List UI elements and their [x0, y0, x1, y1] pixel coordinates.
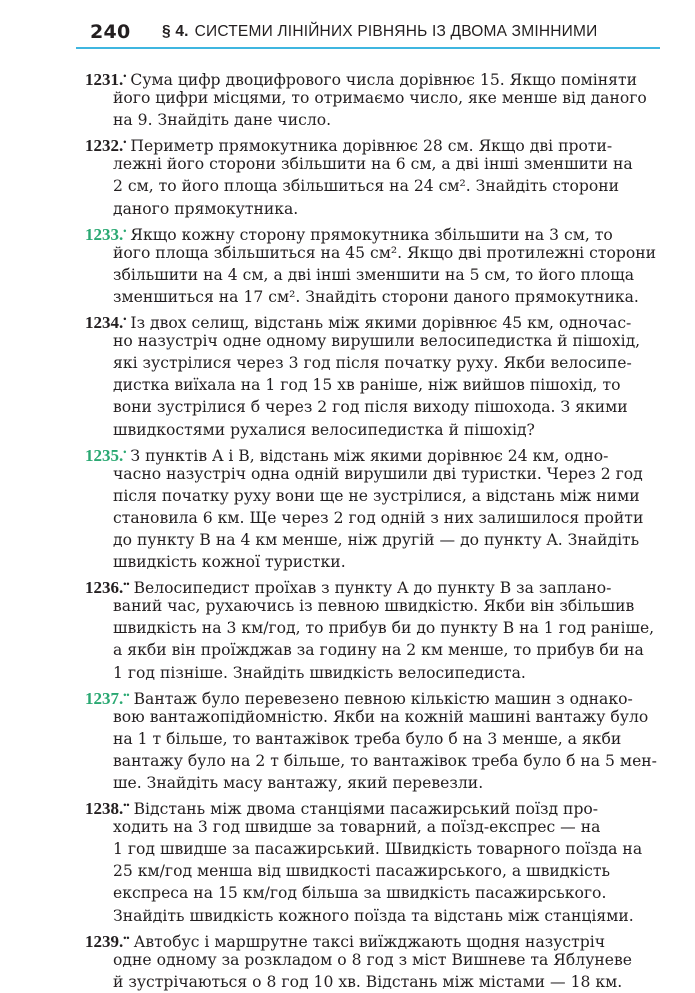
problem-line — [85, 617, 657, 639]
problem-number-text: 1234. — [85, 313, 124, 333]
problem-line — [85, 352, 657, 374]
problem-line — [85, 529, 657, 551]
problem-first-line — [85, 794, 657, 819]
problem-line — [85, 153, 657, 175]
problem-text: й зустрічаються о 8 год 10 хв. Відстань між містами — 18 км. — [113, 972, 623, 991]
problem-first-line — [85, 573, 657, 598]
difficulty-marker: •• — [123, 932, 130, 943]
problem-line — [85, 860, 657, 882]
problem-text: зменшиться на 17 см². Знайдіть сторони даного прямокутника. — [113, 287, 639, 306]
problem-list — [85, 65, 657, 993]
problem-line — [85, 728, 657, 750]
problem-text: його цифри місцями, то отримаємо число, яке менше від даного — [113, 89, 647, 108]
problem-number-text: 1233. — [85, 224, 124, 244]
problem-text: вою вантажопідйомністю. Якби на кожній машині вантажу було — [113, 707, 649, 726]
problem-text: дистка виїхала на 1 год 15 хв раніше, ніж вийшов пішохід, то — [113, 376, 621, 395]
problem-number-text: 1236. — [85, 578, 124, 598]
difficulty-marker: •• — [123, 579, 130, 590]
problem-text: Велосипедист проїхав з пункту A до пункту B за заплано- — [133, 579, 612, 598]
problem-line — [85, 396, 657, 418]
problem-text: швидкість кожної туристки. — [113, 553, 346, 572]
problem-line — [85, 507, 657, 529]
problem-line — [85, 706, 657, 728]
problem-text: ше. Знайдіть масу вантажу, який перевезли. — [113, 774, 484, 792]
problem-number-text: 1231. — [85, 70, 124, 89]
problem-text: З пунктів A і B, відстань між якими дорівнює 24 км, одно- — [130, 446, 609, 465]
problem-text: швидкостями рухалися велосипедистка й пішохід? — [113, 420, 535, 439]
problem-text: до пункту B на 4 км менше, ніж другій — до пункту A. Знайдіть — [113, 530, 640, 549]
problem-text: Вантаж було перевезено певною кількістю машин з однако- — [133, 689, 633, 708]
problem-text: 1 год швидше за пасажирський. Швидкість товарного поїзда на — [113, 840, 643, 859]
problem-line — [85, 750, 657, 772]
problem-first-line — [85, 927, 657, 949]
section-number: § 4. — [162, 23, 189, 40]
problem-text: Автобус і маршрутне таксі виїжджають щодня назустріч — [133, 932, 606, 951]
problem-number — [85, 689, 130, 708]
problem-line — [85, 330, 657, 352]
problem-text: 25 км/год менша від швидкості пасажирського, а швидкість — [113, 862, 610, 881]
difficulty-marker: • — [123, 446, 127, 457]
problem-line — [85, 485, 657, 507]
problem-text: швидкість на 3 км/год, то прибув би до пункту B на 1 год раніше, — [113, 619, 655, 638]
problem-line — [85, 109, 657, 131]
problem-text: ваний час, рухаючись із певною швидкістю. Якби він збільшив — [113, 597, 635, 616]
problem-first-line — [85, 65, 657, 87]
problem-text: на 9. Знайдіть дане число. — [113, 111, 332, 130]
problem-number-text: 1238. — [85, 799, 124, 819]
header-rule — [76, 47, 660, 49]
problem-number-text: 1239. — [85, 931, 124, 951]
problem-line — [85, 662, 657, 684]
problem-first-line — [85, 684, 657, 706]
problem-number-text: 1235. — [85, 445, 124, 465]
difficulty-marker: • — [123, 137, 127, 148]
problem-number — [85, 932, 130, 951]
problem-line — [85, 882, 657, 904]
problem-first-line — [85, 131, 657, 156]
problem-text: збільшити на 4 см, а дві інші зменшити на 5 см, то його площа — [113, 265, 635, 284]
difficulty-marker: •• — [123, 689, 130, 700]
problem-text: но назустріч одне одному вирушили велосипедистка й пішохід, — [113, 332, 641, 351]
problem-line — [85, 419, 657, 441]
problem-line — [85, 949, 657, 971]
problem-line — [85, 87, 657, 109]
problem-text: Периметр прямокутника дорівнює 28 см. Якщо дві проти- — [130, 137, 613, 156]
problem-text: Якщо кожну сторону прямокутника збільшити на 3 см, то — [130, 225, 613, 244]
problem-text: його площа збільшиться на 45 см². Якщо дві протилежні сторони — [113, 243, 657, 262]
difficulty-marker: •• — [123, 800, 130, 811]
page-header — [76, 18, 660, 48]
problem-first-line — [85, 441, 657, 463]
problem-text: Відстань між двома станціями пасажирський поїзд про- — [133, 800, 599, 819]
problem-text: становила 6 км. Ще через 2 год одній з них залишилося пройти — [113, 508, 644, 527]
problem-line — [85, 175, 657, 197]
problem-number — [85, 446, 126, 465]
problem-line — [85, 905, 657, 927]
problem-1237 — [85, 684, 657, 794]
problem-1232 — [85, 131, 657, 219]
problem-1236 — [85, 573, 657, 683]
problem-1239 — [85, 927, 657, 993]
problem-line — [85, 264, 657, 286]
section-title — [162, 23, 597, 41]
page-number: 240 — [90, 21, 131, 43]
problem-line — [85, 816, 657, 838]
problem-number-text: 1237. — [85, 688, 124, 708]
problem-text: лежні його сторони збільшити на 6 см, а дві інші зменшити на — [113, 155, 633, 174]
problem-text: ходить на 3 год швидше за товарний, а поїзд-експрес — на — [113, 818, 601, 837]
problem-line — [85, 639, 657, 661]
problem-1234 — [85, 308, 657, 441]
problem-number-text: 1232. — [85, 136, 124, 156]
problem-text: 2 см, то його площа збільшиться на 24 см². Знайдіть сторони — [113, 177, 620, 196]
problem-text: які зустрілися через 3 год після початку руху. Якби велосипе- — [113, 354, 632, 373]
difficulty-marker: • — [123, 225, 127, 236]
problem-1233 — [85, 220, 657, 308]
problem-1235 — [85, 441, 657, 574]
problem-first-line — [85, 220, 657, 242]
problem-line — [85, 374, 657, 396]
problem-1238 — [85, 794, 657, 927]
difficulty-marker: • — [123, 71, 127, 81]
problem-text: 1 год пізніше. Знайдіть швидкість велосипедиста. — [113, 663, 526, 682]
problem-line — [85, 595, 657, 617]
problem-text: Сума цифр двоцифрового числа дорівнює 15. Якщо поміняти — [130, 71, 637, 89]
problem-text: після початку руху вони ще не зустрілися, а відстань між ними — [113, 486, 640, 505]
problem-text: одне одному за розкладом о 8 год з міст Вишневе та Яблуневе — [113, 950, 633, 969]
problem-line — [85, 551, 657, 573]
problem-text: на 1 т більше, то вантажівок треба було б на 3 менше, а якби — [113, 729, 622, 748]
problem-text: Із двох селищ, відстань між якими дорівнює 45 км, одночас- — [130, 314, 632, 333]
problem-line — [85, 198, 657, 220]
problem-text: вантажу було на 2 т більше, то вантажівок треба було б на 5 мен- — [113, 751, 657, 770]
problem-1231 — [85, 65, 657, 131]
problem-text: даного прямокутника. — [113, 199, 299, 218]
problem-line — [85, 971, 657, 993]
problem-line — [85, 286, 657, 308]
problem-text: часно назустріч одна одній вирушили дві туристки. Через 2 год — [113, 464, 643, 483]
problem-line — [85, 838, 657, 860]
problem-line — [85, 772, 657, 794]
problem-first-line — [85, 308, 657, 333]
section-title-text: СИСТЕМИ ЛІНІЙНИХ РІВНЯНЬ ІЗ ДВОМА ЗМІННИМИ — [194, 23, 598, 40]
difficulty-marker: • — [123, 314, 127, 325]
problem-text: експреса на 15 км/год більша за швидкість пасажирського. — [113, 884, 607, 903]
problem-line — [85, 242, 657, 264]
problem-text: вони зустрілися б через 2 год після виходу пішохода. З якими — [113, 398, 628, 417]
problem-text: а якби він проїжджав за годину на 2 км менше, то прибув би на — [113, 641, 644, 660]
problem-line — [85, 463, 657, 485]
problem-number — [85, 225, 126, 244]
problem-text: Знайдіть швидкість кожного поїзда та відстань між станціями. — [113, 906, 634, 925]
